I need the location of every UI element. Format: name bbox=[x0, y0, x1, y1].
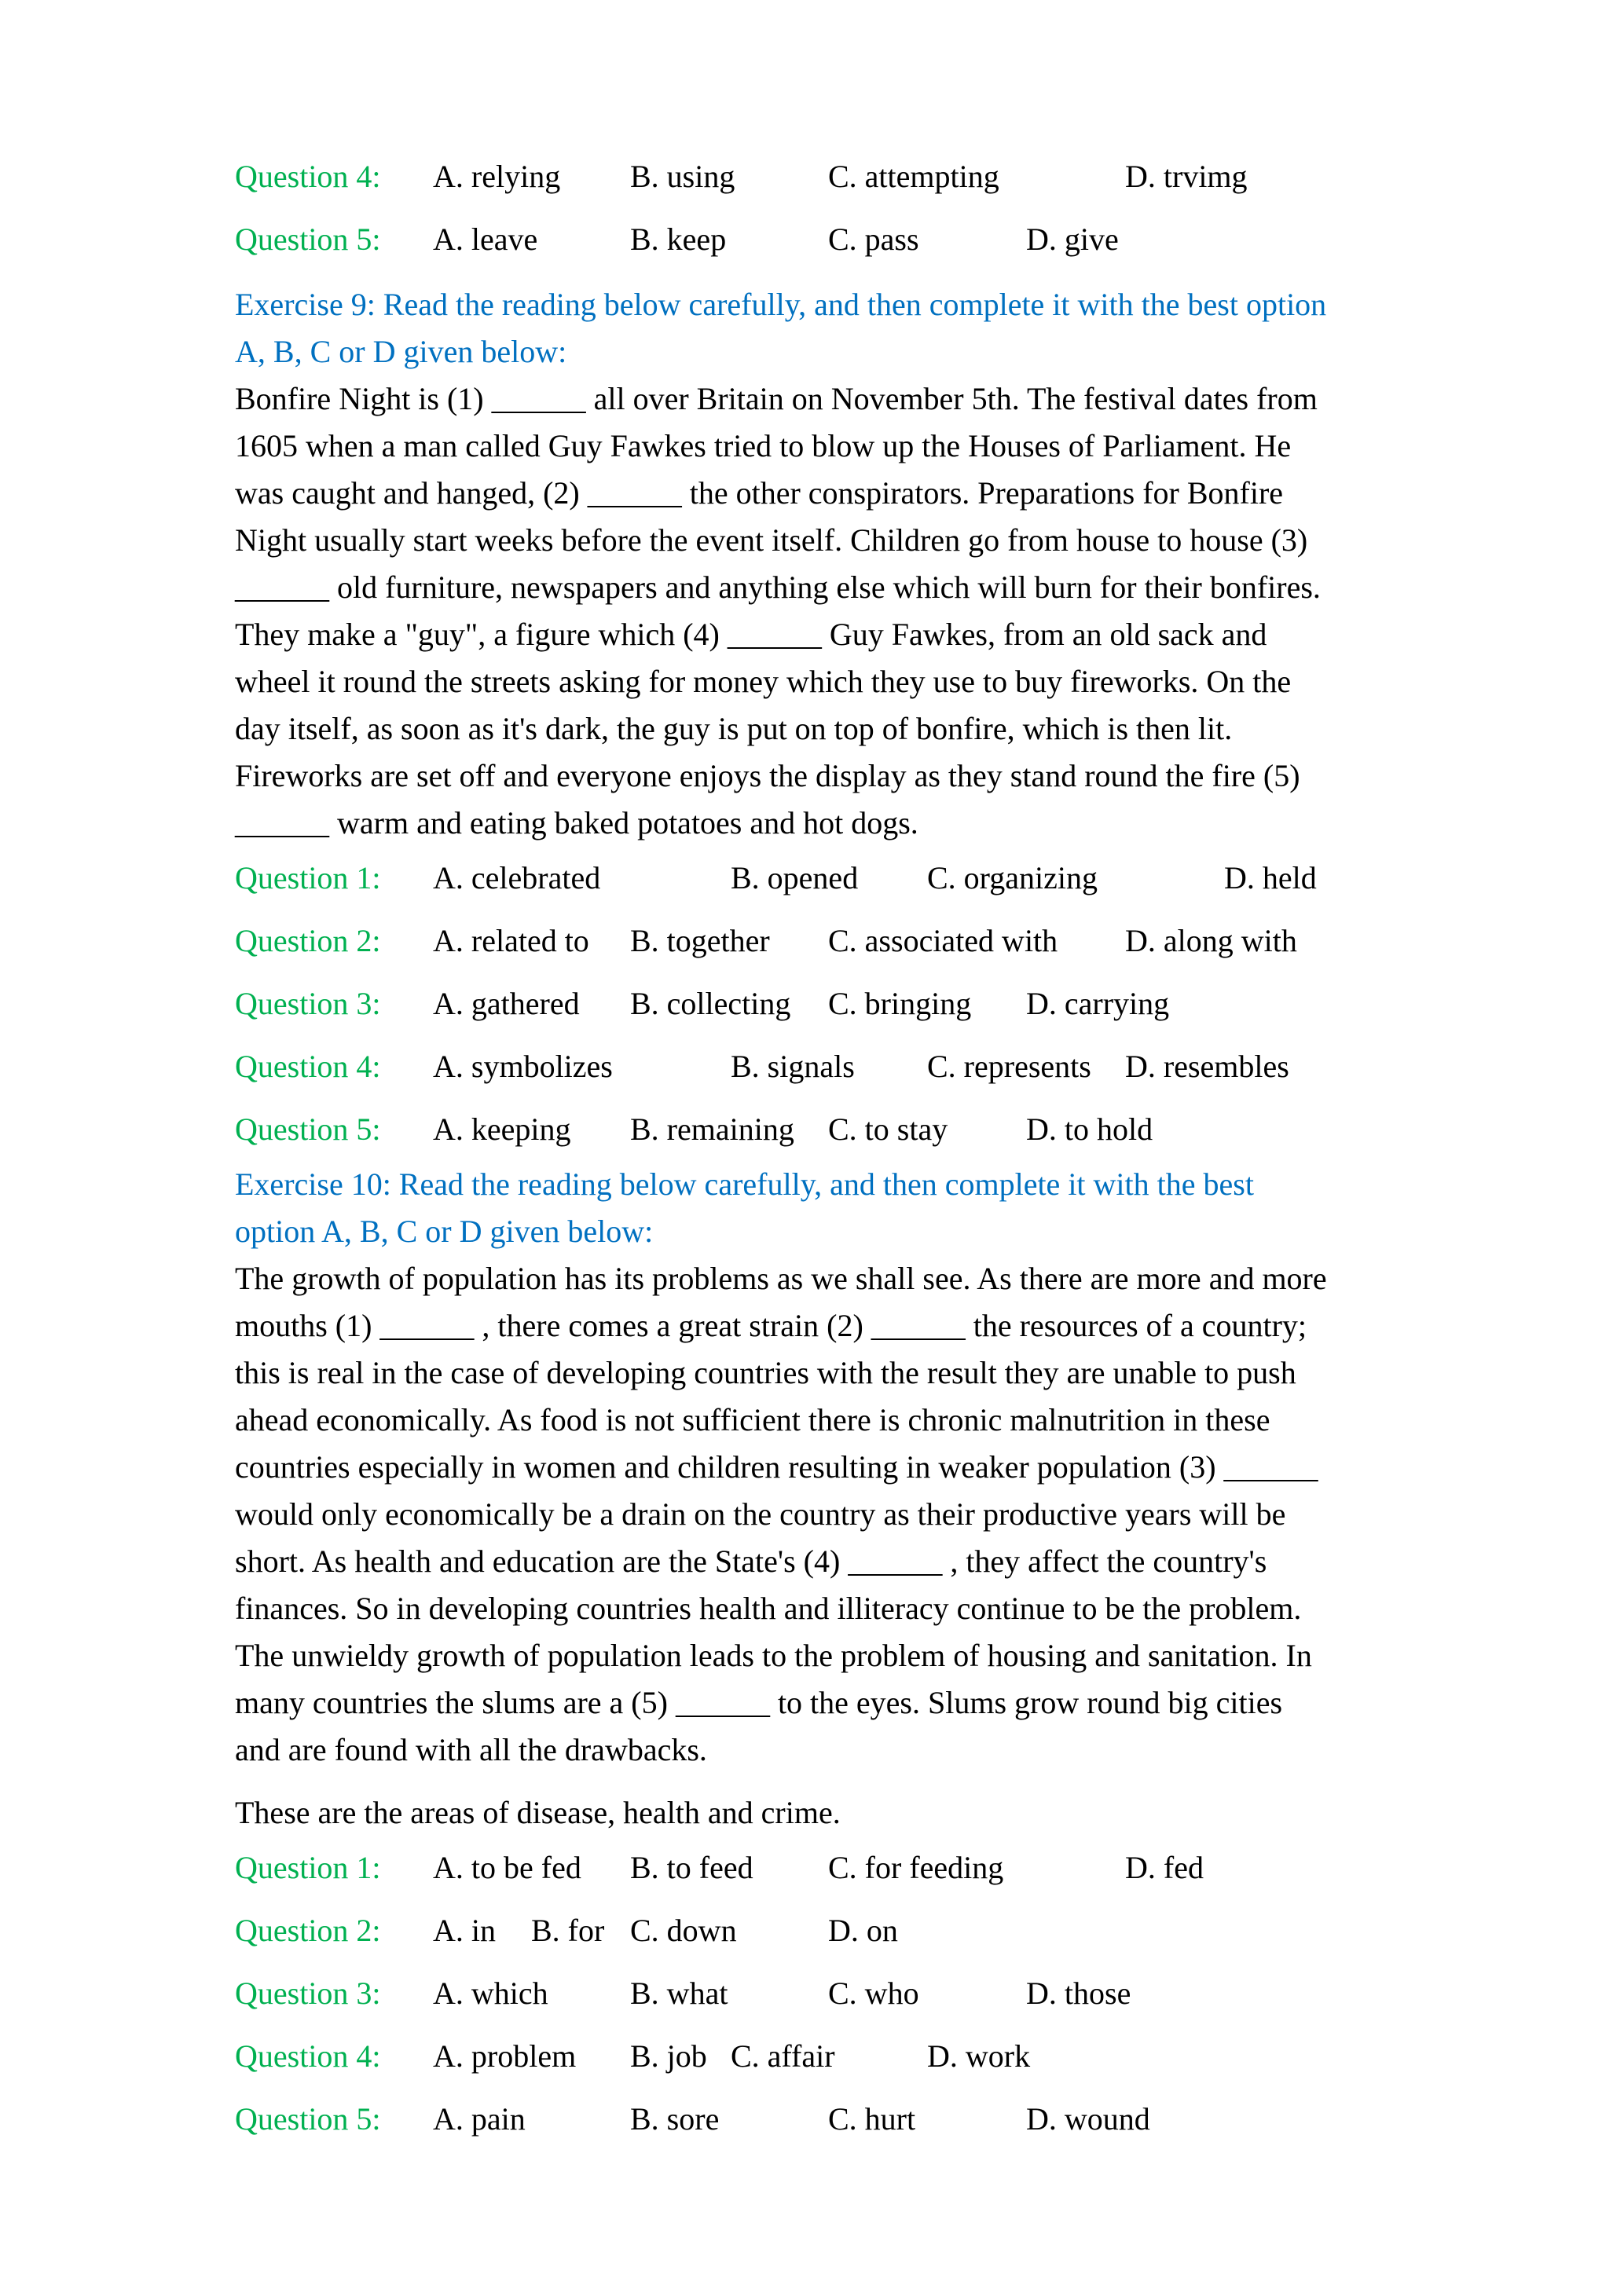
passage-line: short. As health and education are the State's (4) ______ , they affect the country's bbox=[235, 1543, 1267, 1579]
question-row bbox=[235, 208, 1602, 271]
option-a: A. to be fed bbox=[433, 1850, 581, 1885]
question-row bbox=[235, 1098, 1602, 1161]
heading-line: A, B, C or D given below: bbox=[235, 334, 567, 369]
heading-line: Exercise 9: Read the reading below carefully, and then complete it with the best option bbox=[235, 287, 1327, 322]
passage-line: day itself, as soon as it's dark, the guy is put on top of bonfire, which is then lit. bbox=[235, 711, 1233, 746]
passage-line: many countries the slums are a (5) ______ to the eyes. Slums grow round big cities bbox=[235, 1685, 1283, 1720]
option-b: B. signals bbox=[731, 1049, 855, 1084]
option-c: C. bringing bbox=[828, 986, 972, 1021]
passage-line: ______ old furniture, newspapers and anything else which will burn for their bonfires. bbox=[235, 569, 1321, 605]
option-b: B. sore bbox=[630, 2101, 720, 2137]
option-c: C. who bbox=[828, 1976, 919, 2011]
option-c: C. down bbox=[630, 1913, 737, 1948]
exercise-9-heading bbox=[235, 281, 1602, 375]
passage-line: They make a "guy", a figure which (4) ______ Guy Fawkes, from an old sack and bbox=[235, 617, 1267, 652]
passage-line: Bonfire Night is (1) ______ all over Britain on November 5th. The festival dates from bbox=[235, 381, 1318, 416]
option-d: D. fed bbox=[1125, 1850, 1204, 1885]
passage-line: this is real in the case of developing countries with the result they are unable to push bbox=[235, 1355, 1296, 1390]
option-a: A. keeping bbox=[433, 1111, 571, 1147]
passage-line: would only economically be a drain on the country as their productive years will be bbox=[235, 1496, 1286, 1532]
question-row bbox=[235, 145, 1602, 208]
exercise-10-heading bbox=[235, 1161, 1602, 1255]
passage-line: ahead economically. As food is not sufficient there is chronic malnutrition in these bbox=[235, 1402, 1270, 1437]
option-c: C. affair bbox=[731, 2038, 835, 2074]
option-d: D. on bbox=[828, 1913, 898, 1948]
option-d: D. work bbox=[927, 2038, 1031, 2074]
option-d: D. resembles bbox=[1125, 1049, 1289, 1084]
question-row bbox=[235, 910, 1602, 972]
passage-closing-line: These are the areas of disease, health and crime. bbox=[235, 1795, 841, 1830]
question-row bbox=[235, 1899, 1602, 1962]
option-d: D. to hold bbox=[1026, 1111, 1153, 1147]
option-b: B. remaining bbox=[630, 1111, 794, 1147]
passage-line: The unwieldy growth of population leads to the problem of housing and sanitation. In bbox=[235, 1638, 1312, 1673]
passage-line: wheel it round the streets asking for money which they use to buy fireworks. On the bbox=[235, 664, 1292, 699]
option-c: C. attempting bbox=[828, 159, 999, 194]
question-label: Question 3: bbox=[235, 986, 381, 1021]
option-c: C. hurt bbox=[828, 2101, 916, 2137]
question-row bbox=[235, 972, 1602, 1035]
question-label: Question 5: bbox=[235, 1111, 381, 1147]
option-d: D. wound bbox=[1026, 2101, 1150, 2137]
heading-line: Exercise 10: Read the reading below carefully, and then complete it with the best bbox=[235, 1166, 1254, 1202]
option-d: D. carrying bbox=[1026, 986, 1170, 1021]
option-c: C. associated with bbox=[828, 923, 1058, 958]
option-b: B. keep bbox=[630, 222, 727, 257]
option-a: A. leave bbox=[433, 222, 538, 257]
passage-line: countries especially in women and children resulting in weaker population (3) ______ bbox=[235, 1449, 1318, 1485]
question-label: Question 2: bbox=[235, 1913, 381, 1948]
option-b: B. to feed bbox=[630, 1850, 753, 1885]
question-row bbox=[235, 1962, 1602, 2025]
option-a: A. which bbox=[433, 1976, 548, 2011]
question-label: Question 1: bbox=[235, 1850, 381, 1885]
question-label: Question 5: bbox=[235, 2101, 381, 2137]
passage-line: was caught and hanged, (2) ______ the other conspirators. Preparations for Bonfire bbox=[235, 475, 1284, 511]
option-a: A. symbolizes bbox=[433, 1049, 613, 1084]
question-label: Question 5: bbox=[235, 222, 381, 257]
option-b: B. together bbox=[630, 923, 770, 958]
option-b: B. what bbox=[630, 1976, 728, 2011]
option-b: B. job bbox=[630, 2038, 707, 2074]
option-d: D. give bbox=[1026, 222, 1119, 257]
question-label: Question 4: bbox=[235, 159, 381, 194]
option-c: C. pass bbox=[828, 222, 919, 257]
question-row bbox=[235, 2025, 1602, 2088]
option-b: B. for bbox=[531, 1913, 605, 1948]
option-c: C. represents bbox=[927, 1049, 1091, 1084]
option-d: D. trvimg bbox=[1125, 159, 1248, 194]
passage-line: ______ warm and eating baked potatoes and hot dogs. bbox=[235, 805, 918, 840]
option-a: A. gathered bbox=[433, 986, 580, 1021]
passage-line: Fireworks are set off and everyone enjoys the display as they stand round the fire (5) bbox=[235, 758, 1300, 793]
question-label: Question 1: bbox=[235, 860, 381, 895]
passage-line: mouths (1) ______ , there comes a great strain (2) ______ the resources of a country; bbox=[235, 1308, 1307, 1343]
option-a: A. problem bbox=[433, 2038, 577, 2074]
passage-line: The growth of population has its problems as we shall see. As there are more and more bbox=[235, 1261, 1327, 1296]
option-a: A. celebrated bbox=[433, 860, 601, 895]
option-c: C. to stay bbox=[828, 1111, 948, 1147]
option-c: C. organizing bbox=[927, 860, 1098, 895]
heading-line: option A, B, C or D given below: bbox=[235, 1214, 654, 1249]
exercise-9-passage bbox=[235, 375, 1602, 847]
option-a: A. in bbox=[433, 1913, 496, 1948]
question-label: Question 2: bbox=[235, 923, 381, 958]
option-a: A. pain bbox=[433, 2101, 526, 2137]
passage-line: 1605 when a man called Guy Fawkes tried to blow up the Houses of Parliament. He bbox=[235, 428, 1292, 463]
option-d: D. held bbox=[1224, 860, 1317, 895]
option-b: B. collecting bbox=[630, 986, 791, 1021]
question-label: Question 4: bbox=[235, 1049, 381, 1084]
option-b: B. using bbox=[630, 159, 735, 194]
question-label: Question 3: bbox=[235, 1976, 381, 2011]
option-a: A. relying bbox=[433, 159, 561, 194]
question-label: Question 4: bbox=[235, 2038, 381, 2074]
question-row bbox=[235, 1035, 1602, 1098]
document-page bbox=[235, 145, 1602, 2151]
option-d: D. along with bbox=[1125, 923, 1297, 958]
option-c: C. for feeding bbox=[828, 1850, 1004, 1885]
option-b: B. opened bbox=[731, 860, 859, 895]
passage-line: finances. So in developing countries health and illiteracy continue to be the problem. bbox=[235, 1591, 1302, 1626]
exercise-10-passage bbox=[235, 1255, 1602, 1836]
option-d: D. those bbox=[1026, 1976, 1131, 2011]
question-row bbox=[235, 2088, 1602, 2151]
question-row bbox=[235, 847, 1602, 910]
passage-line: Night usually start weeks before the event itself. Children go from house to house (3) bbox=[235, 522, 1308, 558]
option-a: A. related to bbox=[433, 923, 589, 958]
passage-line: and are found with all the drawbacks. bbox=[235, 1732, 707, 1767]
question-row bbox=[235, 1836, 1602, 1899]
